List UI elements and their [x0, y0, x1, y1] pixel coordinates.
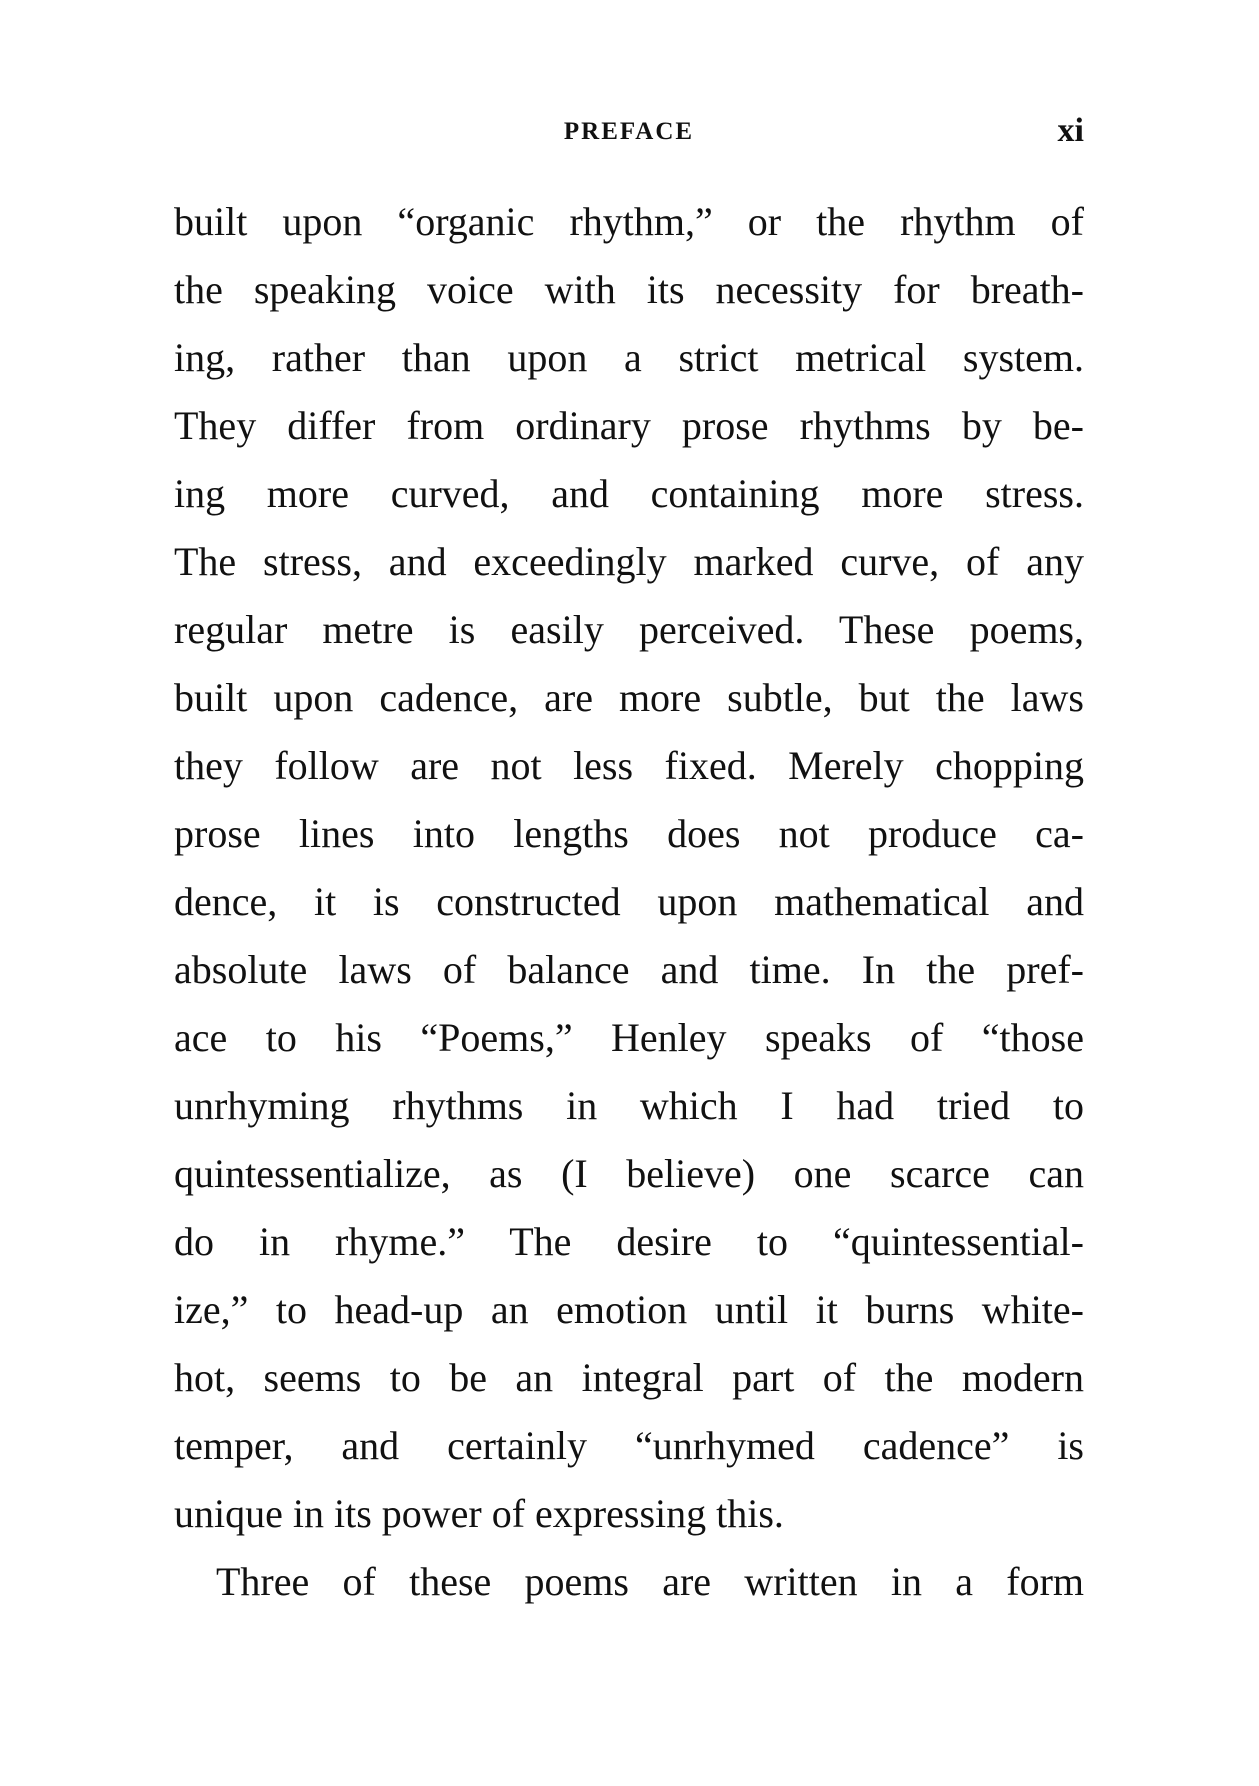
text-line: quintessentialize, as (I believe) one scarce can: [174, 1151, 1084, 1196]
text-line: ace to his “Poems,” Henley speaks of “those: [174, 1015, 1084, 1060]
text-line: built upon cadence, are more subtle, but the laws: [174, 675, 1084, 720]
body-text: [174, 188, 1084, 1616]
text-line: do in rhyme.” The desire to “quintessential-: [174, 1219, 1084, 1264]
text-line: The stress, and exceedingly marked curve, of any: [174, 539, 1084, 584]
text-line: unrhyming rhythms in which I had tried to: [174, 1083, 1084, 1128]
text-line: they follow are not less fixed. Merely chopping: [174, 743, 1084, 788]
text-line: ing, rather than upon a strict metrical system.: [174, 335, 1084, 380]
text-line: the speaking voice with its necessity for breath-: [174, 267, 1084, 312]
text-line: They differ from ordinary prose rhythms by be-: [174, 403, 1084, 448]
text-line: dence, it is constructed upon mathematical and: [174, 879, 1084, 924]
paragraph-first-line: Three of these poems are written in a form: [216, 1559, 1084, 1604]
text-line: temper, and certainly “unrhymed cadence” is: [174, 1423, 1084, 1468]
text-line: hot, seems to be an integral part of the modern: [174, 1355, 1084, 1400]
text-line: built upon “organic rhythm,” or the rhythm of: [174, 199, 1084, 244]
text-line: regular metre is easily perceived. These poems,: [174, 607, 1084, 652]
running-head: [174, 112, 1084, 158]
paragraph-end-line: unique in its power of expressing this.: [174, 1491, 784, 1536]
text-line: ize,” to head-up an emotion until it burns white-: [174, 1287, 1084, 1332]
text-line: absolute laws of balance and time. In the pref-: [174, 947, 1084, 992]
page-number: xi: [1057, 112, 1084, 149]
text-line: prose lines into lengths does not produce ca-: [174, 811, 1084, 856]
text-line: ing more curved, and containing more stress.: [174, 471, 1084, 516]
running-title: PREFACE: [563, 118, 695, 145]
